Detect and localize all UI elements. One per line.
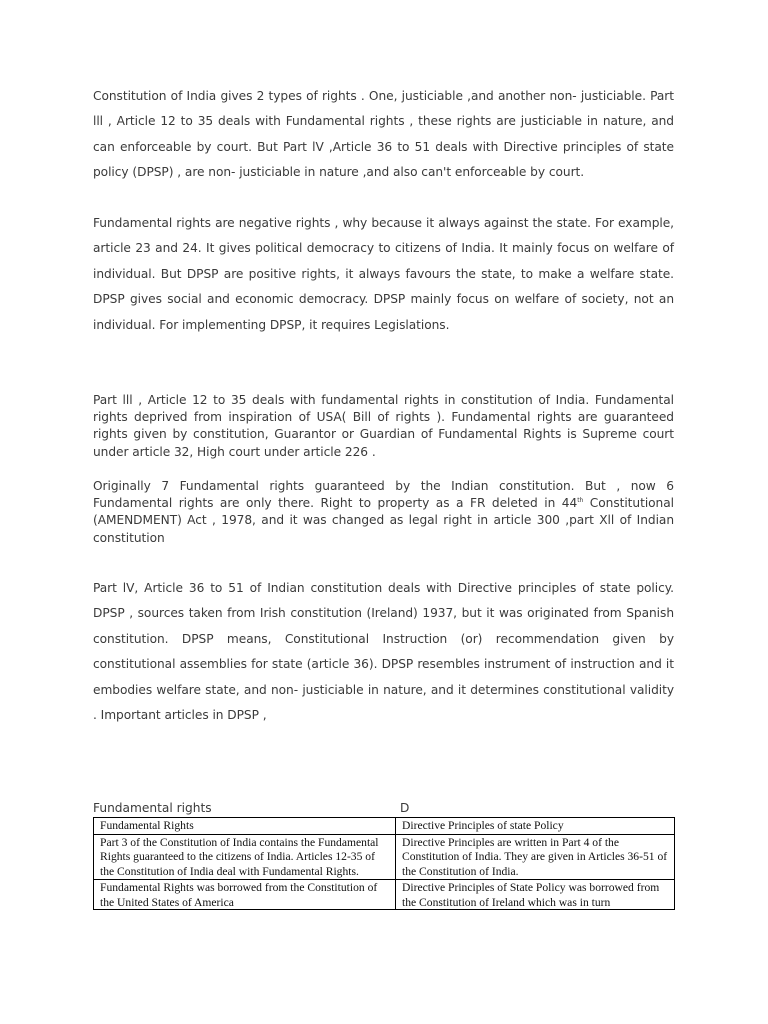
table-cell-text: Directive Principles of State Policy was borrowed from the Constitution of Ireland which was in turn — [402, 881, 660, 909]
table-heading-right: D — [400, 801, 410, 815]
table-heading-row — [93, 801, 674, 817]
paragraph-justiciable-rights: Constitution of India gives 2 types of rights . One, justiciable ,and another non- justiciable. Part lll , Article 12 to 35 deals with Fundamental rights , these rights are justiciable in nature, and can enforceable by court. But Part lV ,Article 36 to 51 deals with Directive principles of state policy (DPSP) , are non- justiciable in nature ,and also can't enforceable by court. — [93, 89, 674, 180]
table-cell-text: Fundamental Rights was borrowed from the Constitution of the United States of America — [100, 881, 378, 909]
paragraph-text-end: Constitutional (AMENDMENT) Act , 1978, and it was changed as legal right in article 300 ,part Xll of Indian constitution — [93, 496, 674, 545]
table-cell — [396, 880, 675, 910]
table-heading-left: Fundamental rights — [93, 801, 212, 815]
paragraph-originally-seven-rights — [93, 478, 674, 547]
table-row — [94, 880, 675, 910]
table-cell — [94, 880, 396, 910]
paragraph-text-start: Originally 7 Fundamental rights guaranteed by the Indian constitution. But , now 6 Fundamental rights are only there. Right to property as a FR deleted in 44 — [93, 479, 674, 511]
table-cell: Part 3 of the Constitution of India contains the Fundamental Rights guaranteed to the citizens of India. Articles 12-35 of the Constitution of India deal with Fundamental Rights. — [94, 834, 396, 880]
paragraph-negative-positive-rights: Fundamental rights are negative rights , why because it always against the state. For example, article 23 and 24. It gives political democracy to citizens of India. It mainly focus on welfare of individual. But DPSP are positive rights, it always favours the state, to make a welfare state. DPSP gives social and economic democracy. DPSP mainly focus on welfare of society, not an individual. For implementing DPSP, it requires Legislations. — [93, 216, 674, 332]
comparison-table — [93, 817, 675, 910]
table-header-cell: Directive Principles of state Policy — [396, 818, 675, 835]
table-header-row — [94, 818, 675, 835]
ordinal-superscript: th — [577, 497, 584, 505]
table-cell: Directive Principles are written in Part 4 of the Constitution of India. They are given in Articles 36-51 of the Constitution of India. — [396, 834, 675, 880]
paragraph-part-3-fundamental-rights: Part lll , Article 12 to 35 deals with fundamental rights in constitution of India. Fundamental rights deprived from inspiration of USA( Bill of rights ). Fundamental rights are guaranteed rights given by constitution, Guarantor or Guardian of Fundamental Rights is Supreme court under article 32, High court under article 226 . — [93, 393, 674, 459]
paragraph-part-4-dpsp: Part lV, Article 36 to 51 of Indian constitution deals with Directive principles of state policy. DPSP , sources taken from Irish constitution (Ireland) 1937, but it was originated from Spanish constitution. DPSP means, Constitutional Instruction (or) recommendation given by constitutional assemblies for state (article 36). DPSP resembles instrument of instruction and it embodies welfare state, and non- justiciable in nature, and it determines constitutional validity . Important articles in DPSP , — [93, 581, 674, 723]
table-row — [94, 834, 675, 880]
table-header-cell: Fundamental Rights — [94, 818, 396, 835]
